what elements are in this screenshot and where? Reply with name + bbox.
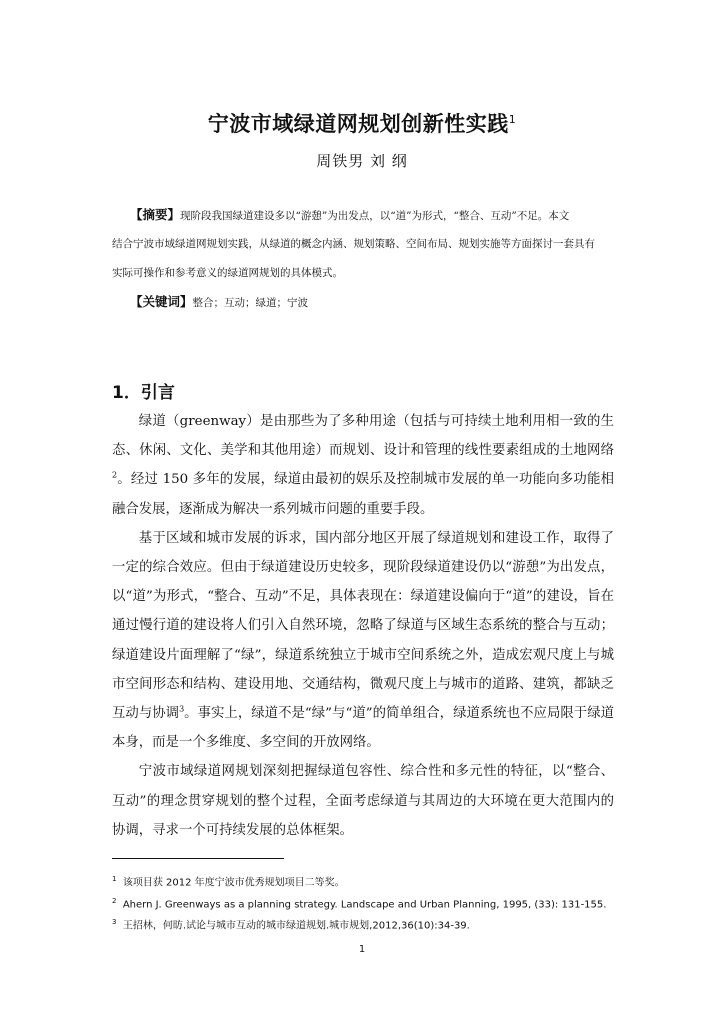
page-number: 1 <box>358 944 366 955</box>
footnote-divider <box>112 858 284 859</box>
section-body <box>112 407 614 845</box>
section-heading-introduction: 1．引言 <box>112 383 175 403</box>
paragraph-2-text-b: 。事实上，绿道不是“绿”与“道”的简单组合，绿道系统也不应局限于绿道本身，而是一个多维度、多空间的开放网络。 <box>112 706 614 751</box>
footnote-1 <box>112 872 622 890</box>
footnote-3-mark: 3 <box>112 918 117 926</box>
paper-title-text: 宁波市域绿道网规划创新性实践 <box>207 112 509 136</box>
paragraph-2-text-a: 基于区域和城市发展的诉求，国内部分地区开展了绿道规划和建设工作，取得了一定的综合效应。但由于绿道建设历史较多，现阶段绿道建设仍以“游憩”为出发点，以“道”为形式，“整合、互动”不足，具体表现在：绿道建设偏向于“道”的建设，旨在通过慢行道的建设将人们引入自然环境，忽略了绿道与区域生态系统的整合与互动；绿道建设片面理解了“绿”，绿道系统独立于城市空间系统之外，造成宏观尺度上与城市空间形态和结构、建设用地、交通结构，微观尺度上与城市的道路、建筑，都缺乏互动与协调 <box>112 530 614 722</box>
abstract-line-1 <box>112 208 612 223</box>
abstract-text-1: 现阶段我国绿道建设多以“游憩”为出发点，以“道”为形式，“整合、互动”不足。本文 <box>180 210 570 222</box>
keywords-label: 【关键词】 <box>130 295 193 309</box>
footnote-2-mark: 2 <box>112 897 117 905</box>
abstract-label: 【摘要】 <box>130 208 181 222</box>
footnote-1-text: 该项目获 2012 年度宁波市优秀规划项目二等奖。 <box>122 877 345 889</box>
paragraph-1 <box>112 407 614 524</box>
paragraph-1-text-b: 。经过 150 多年的发展，绿道由最初的娱乐及控制城市发展的单一功能向多功能相融合发展，逐渐成为解决一系列城市问题的重要手段。 <box>112 472 614 517</box>
abstract-line-2: 结合宁波市域绿道网规划实践，从绿道的概念内涵、规划策略、空间布局、规划实施等方面探讨一套具有 <box>112 238 595 250</box>
paper-title <box>0 108 724 138</box>
paragraph-2 <box>112 524 614 758</box>
footnote-1-mark: 1 <box>112 875 117 883</box>
footnote-2-text: Ahern J. Greenways as a planning strategy. Landscape and Urban Planning, 1995, (33): 131-155. <box>122 899 607 911</box>
keywords-text: 整合；互动；绿道；宁波 <box>192 297 309 309</box>
paper-authors: 周铁男 刘 纲 <box>316 152 408 170</box>
footnote-2 <box>112 894 622 912</box>
footnote-ref-2: 2 <box>112 470 118 480</box>
footnote-3 <box>112 915 622 933</box>
abstract-line-3: 实际可操作和参考意义的绿道网规划的具体模式。 <box>112 267 343 279</box>
paragraph-1-text-a: 绿道（greenway）是由那些为了多种用途（包括与可持续土地利用相一致的生态、休闲、文化、美学和其他用途）而规划、设计和管理的线性要素组成的土地网络 <box>112 414 614 459</box>
keywords-line <box>112 295 612 310</box>
footnote-3-text: 王招林，何昉.试论与城市互动的城市绿道规划.城市规划,2012,36(10):34-39. <box>122 920 470 932</box>
title-footnote-mark: 1 <box>508 113 517 126</box>
paragraph-3: 宁波市域绿道网规划深刻把握绿道包容性、综合性和多元性的特征，以“整合、互动”的理念贯穿规划的整个过程，全面考虑绿道与其周边的大环境在更大范围内的协调，寻求一个可持续发展的总体框架。 <box>112 764 614 838</box>
footnote-ref-3: 3 <box>179 704 185 714</box>
